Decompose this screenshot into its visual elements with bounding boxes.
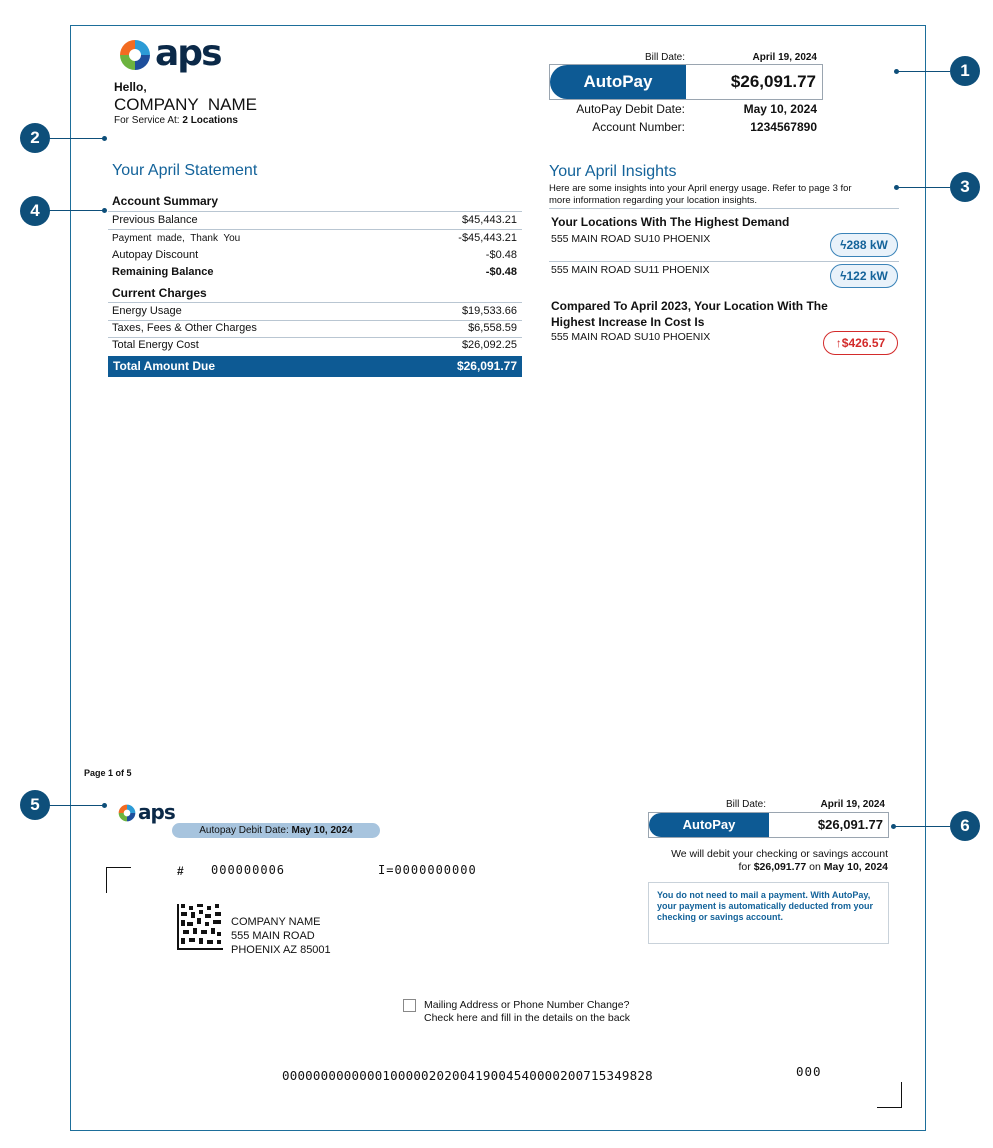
summary-row-previous-balance <box>108 212 522 230</box>
autopay-label: AutoPay <box>550 65 686 99</box>
lightning-icon: ϟ <box>840 238 847 252</box>
current-charges-heading: Current Charges <box>112 286 207 300</box>
compare-heading-line2: Highest Increase In Cost Is <box>551 315 705 329</box>
charges-row-label: Energy Usage <box>112 305 182 317</box>
stub-debit-date-value: May 10, 2024 <box>291 825 353 836</box>
callout-5-line <box>49 805 104 806</box>
insights-title: Your April Insights <box>549 163 677 180</box>
callout-6-line <box>893 826 950 827</box>
demand-value: 288 kW <box>846 238 888 252</box>
callout-3-line <box>896 187 950 188</box>
stub-hash-label: # <box>177 864 184 878</box>
stub-debit-date-label: Autopay Debit Date: <box>199 825 289 836</box>
stub-autopay-notice <box>648 882 889 944</box>
summary-row-payment <box>108 230 522 247</box>
stub-autopay-amount: $26,091.77 <box>817 817 883 832</box>
corner-mark <box>106 867 131 893</box>
highest-demand-heading: Your Locations With The Highest Demand <box>551 215 790 229</box>
charges-row-value: $26,092.25 <box>461 339 517 351</box>
corner-mark <box>877 1082 902 1108</box>
callout-1: 1 <box>950 56 980 86</box>
stub-debit-note-on: on <box>809 861 821 873</box>
insights-intro-line2: more information regarding your location insights. <box>549 195 758 206</box>
callout-3: 3 <box>950 172 980 202</box>
stub-address <box>231 915 331 957</box>
callout-5-dot <box>102 803 107 808</box>
callout-6: 6 <box>950 811 980 841</box>
summary-row-value: $45,443.21 <box>461 214 517 226</box>
greeting: Hello, <box>114 80 147 94</box>
demand-location: 555 MAIN ROAD SU11 PHOENIX <box>551 264 710 276</box>
scan-line-suffix: 000 <box>796 1064 822 1079</box>
stub-debit-note-line2 <box>600 861 888 873</box>
summary-row-autopay-discount <box>108 247 522 264</box>
compare-heading-line1: Compared To April 2023, Your Location With The <box>551 299 828 313</box>
stub-address-line: PHOENIX AZ 85001 <box>231 944 331 956</box>
stub-bill-date-value: April 19, 2024 <box>820 799 885 810</box>
cost-increase-value: $426.57 <box>841 336 886 350</box>
stub-debit-note-line1: We will debit your checking or savings account <box>671 848 888 860</box>
stub-address-line: 555 MAIN ROAD <box>231 930 315 942</box>
charges-row-label: Total Energy Cost <box>112 339 199 351</box>
stub-bill-date-label: Bill Date: <box>725 799 766 810</box>
charges-row-taxes-fees <box>108 320 522 338</box>
callout-4-dot <box>102 208 107 213</box>
address-change-text <box>424 999 630 1025</box>
cost-increase-badge <box>823 331 898 355</box>
summary-row-label: Previous Balance <box>112 214 198 226</box>
callout-2: 2 <box>20 123 50 153</box>
callout-6-dot <box>891 824 896 829</box>
lightning-icon: ϟ <box>840 269 847 283</box>
summary-row-remaining-balance <box>108 264 522 281</box>
bill-date-label: Bill Date: <box>644 52 685 63</box>
aps-logo-text: aps <box>155 33 221 74</box>
callout-2-line <box>49 138 104 139</box>
service-at-label: For Service At: <box>114 115 180 126</box>
address-change-line1: Mailing Address or Phone Number Change? <box>424 999 630 1011</box>
address-change-checkbox[interactable] <box>403 999 416 1012</box>
charges-row-value: $19,533.66 <box>461 305 517 317</box>
account-number-label: Account Number: <box>592 120 685 134</box>
scan-line: 00000000000001000002020041900454000020071534982​8 <box>282 1068 653 1083</box>
compare-location: 555 MAIN ROAD SU10 PHOENIX <box>551 331 711 343</box>
summary-row-value: -$45,443.21 <box>458 232 517 244</box>
demand-badge <box>830 233 898 257</box>
aps-logo-text: aps <box>138 800 175 824</box>
arrow-up-icon: ↑ <box>835 336 842 350</box>
stub-autopay-notice-text: You do not need to mail a payment. With AutoPay, your payment is automatically deducted from your checking or savings account. <box>657 890 874 922</box>
stub-debit-note-date: May 10, 2024 <box>823 861 888 873</box>
callout-2-dot <box>102 136 107 141</box>
aps-logo-mark-icon <box>117 37 153 73</box>
callout-3-dot <box>894 185 899 190</box>
callout-4-line <box>49 210 104 211</box>
datamatrix-barcode-icon <box>177 904 223 950</box>
callout-1-dot <box>894 69 899 74</box>
stub-aps-logo <box>117 802 181 824</box>
summary-row-label: Payment made, Thank You <box>112 233 241 244</box>
bill-date-value: April 19, 2024 <box>752 52 817 63</box>
stub-debit-date-pill <box>172 823 380 838</box>
summary-row-label: Remaining Balance <box>112 266 214 278</box>
summary-row-value: -$0.48 <box>485 266 517 278</box>
demand-value: 122 kW <box>846 269 888 283</box>
aps-logo <box>117 33 227 74</box>
address-change-line2: Check here and fill in the details on the back <box>424 1012 631 1024</box>
charges-row-label: Taxes, Fees & Other Charges <box>112 322 257 334</box>
insights-intro-line1: Here are some insights into your April energy usage. Refer to page 3 for <box>549 183 852 194</box>
callout-1-line <box>896 71 950 72</box>
company-name: COMPANY NAME <box>114 95 257 114</box>
page-number: Page 1 of 5 <box>84 768 132 778</box>
service-at <box>114 115 238 126</box>
autopay-box <box>549 64 823 100</box>
stub-autopay-box <box>648 812 889 838</box>
charges-row-value: $6,558.59 <box>468 322 517 334</box>
debit-date-label: AutoPay Debit Date: <box>576 102 685 116</box>
divider <box>549 261 899 262</box>
stub-debit-note-for: for <box>738 861 751 873</box>
service-at-value: 2 Locations <box>182 115 238 126</box>
autopay-amount: $26,091.77 <box>730 72 816 91</box>
summary-row-value: -$0.48 <box>485 249 517 261</box>
demand-badge <box>830 264 898 288</box>
demand-location: 555 MAIN ROAD SU10 PHOENIX <box>551 233 711 245</box>
charges-row-energy-usage <box>108 303 522 321</box>
aps-logo-mark-icon <box>117 803 137 823</box>
statement-title: Your April Statement <box>112 162 258 179</box>
stub-address-line: COMPANY NAME <box>231 916 321 928</box>
callout-4: 4 <box>20 196 50 226</box>
account-summary-heading: Account Summary <box>112 194 219 208</box>
stub-ref-number: I=0000000000 <box>378 863 477 877</box>
debit-date-value: May 10, 2024 <box>743 102 817 116</box>
stub-debit-note-amount: $26,091.77 <box>753 861 807 873</box>
stub-hash-number: 000000006 <box>211 863 286 877</box>
stub-autopay-label: AutoPay <box>649 813 769 837</box>
charges-row-total-energy-cost <box>108 337 522 354</box>
account-number-value: 1234567890 <box>750 120 817 134</box>
summary-row-label: Autopay Discount <box>112 249 199 261</box>
divider <box>549 208 899 209</box>
total-amount-due-value: $26,091.77 <box>456 359 517 373</box>
callout-5: 5 <box>20 790 50 820</box>
total-amount-due-bar <box>108 356 522 377</box>
total-amount-due-label: Total Amount Due <box>113 359 215 373</box>
